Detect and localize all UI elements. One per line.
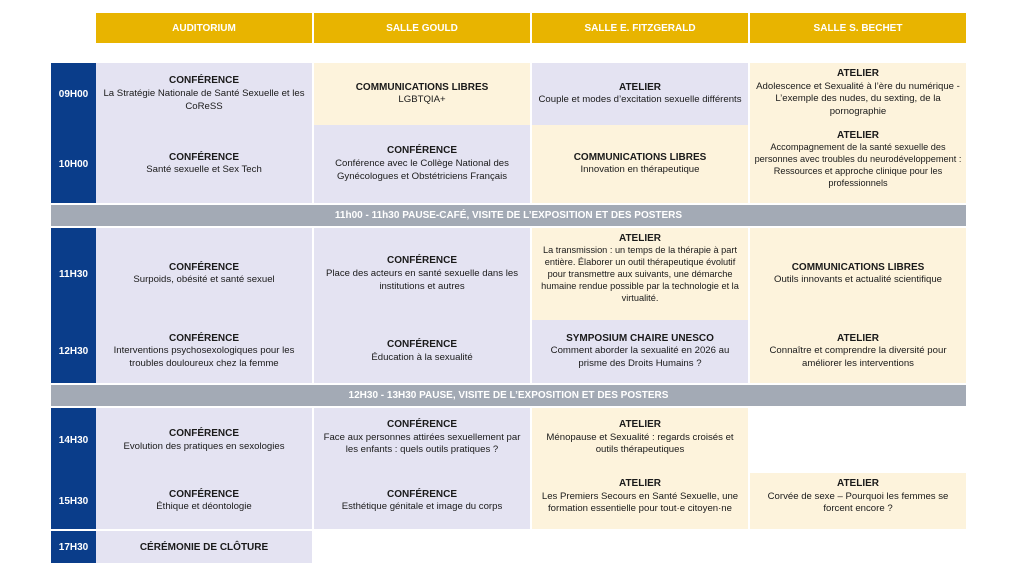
session-type: CONFÉRENCE [386, 339, 457, 351]
session-type: CONFÉRENCE [168, 151, 239, 163]
closing-ceremony: CÉRÉMONIE DE CLÔTURE [96, 531, 312, 563]
session-description: Face aux personnes attirées sexuellement par les enfants : quels outils pratiques ? [323, 431, 521, 456]
session-type: CONFÉRENCE [168, 488, 239, 500]
pause-banner-lunch: 12H30 - 13H30 PAUSE, VISITE DE L’EXPOSITION ET DES POSTERS [51, 385, 966, 406]
session-1130-salle-gould [314, 228, 530, 320]
session-description: Interventions psychosexologiques pour les troubles douloureux chez la femme [113, 345, 295, 370]
session-description: Couple et modes d’excitation sexuelle différents [538, 94, 742, 106]
session-0900-salle-fitzgerald [532, 63, 748, 125]
session-description: Les Premiers Secours en Santé Sexuelle, une formation essentielle pour tout·e citoyen·ne [541, 490, 739, 515]
time-slot-1000: 10H00 [51, 125, 96, 203]
session-description: Adolescence et Sexualité à l’ère du numérique - L’exemple des nudes, du sexting, de la pornographie [756, 80, 960, 118]
session-type: ATELIER [836, 478, 880, 489]
session-description: LGBTQIA+ [398, 94, 446, 106]
session-1230-salle-bechet [750, 320, 966, 383]
session-description: Innovation en thérapeutique [580, 164, 700, 176]
session-1000-auditorium [96, 125, 312, 203]
session-0900-salle-gould [314, 63, 530, 125]
session-description: La transmission : un temps de la thérapie à part entière. Élaborer un outil thérapeutique évolutif pour transmettre aux suivants, une démarche humaine rendue possible par la technologie et la virtualité. [541, 245, 739, 303]
session-1230-salle-fitzgerald [532, 320, 748, 383]
time-slot-1730: 17H30 [51, 531, 96, 563]
session-type: COMMUNICATIONS LIBRES [791, 261, 925, 273]
session-description: Esthétique génitale et image du corps [341, 501, 503, 513]
session-1230-auditorium [96, 320, 312, 383]
session-type: ATELIER [618, 233, 662, 244]
column-header-salle-bechet: SALLE S. BECHET [750, 13, 966, 43]
session-description: Place des acteurs en santé sexuelle dans les institutions et autres [326, 267, 518, 292]
time-slot-0900: 09H00 [51, 63, 96, 125]
session-description: Comment aborder la sexualité en 2026 au prisme des Droits Humains ? [550, 345, 730, 370]
session-description: Ménopause et Sexualité : regards croisés et outils thérapeutiques [546, 431, 734, 456]
session-type: ATELIER [836, 68, 880, 79]
session-1230-salle-gould [314, 320, 530, 383]
session-1530-auditorium [96, 473, 312, 529]
session-description: Éducation à la sexualité [371, 351, 473, 363]
session-type: ATELIER [836, 332, 880, 344]
session-type: ATELIER [618, 419, 662, 430]
column-header-salle-gould: SALLE GOULD [314, 13, 530, 43]
session-type: CONFÉRENCE [168, 261, 239, 273]
session-description: Éthique et déontologie [156, 501, 252, 513]
session-type: CONFÉRENCE [386, 145, 457, 157]
session-type: SYMPOSIUM CHAIRE UNESCO [566, 332, 714, 344]
session-description: Evolution des pratiques en sexologies [123, 440, 285, 452]
session-description: Conférence avec le Collège National des Gynécologues et Obstétriciens Français [335, 157, 509, 182]
session-description: Accompagnement de la santé sexuelle des personnes avec troubles du neurodéveloppement : Ressources et approche clinique pour les professionnels [754, 142, 962, 188]
session-1430-salle-fitzgerald [532, 408, 748, 473]
session-1000-salle-bechet [750, 125, 966, 203]
session-type: COMMUNICATIONS LIBRES [573, 151, 707, 163]
session-1000-salle-fitzgerald [532, 125, 748, 203]
session-type: ATELIER [836, 130, 880, 141]
session-1430-salle-gould [314, 408, 530, 473]
time-slot-1130: 11H30 [51, 228, 96, 320]
column-header-salle-fitzgerald: SALLE E. FITZGERALD [532, 13, 748, 43]
session-1130-auditorium [96, 228, 312, 320]
session-description: Surpoids, obésité et santé sexuel [133, 274, 275, 286]
session-0900-auditorium [96, 63, 312, 125]
column-header-auditorium: AUDITORIUM [96, 13, 312, 43]
session-type: CONFÉRENCE [168, 75, 239, 87]
time-slot-1230: 12H30 [51, 320, 96, 383]
session-1430-auditorium [96, 408, 312, 473]
session-description: Santé sexuelle et Sex Tech [146, 164, 262, 176]
session-description: Corvée de sexe – Pourquoi les femmes se forcent encore ? [767, 490, 949, 515]
session-1130-salle-bechet [750, 228, 966, 320]
session-type: ATELIER [618, 478, 662, 489]
session-description: Outils innovants et actualité scientifique [774, 274, 942, 286]
session-type: COMMUNICATIONS LIBRES [355, 81, 489, 93]
session-type: CONFÉRENCE [386, 255, 457, 267]
session-type: CONFÉRENCE [386, 419, 457, 430]
session-1530-salle-gould [314, 473, 530, 529]
session-1000-salle-gould [314, 125, 530, 203]
session-1530-salle-fitzgerald [532, 473, 748, 529]
pause-banner-coffee: 11h00 - 11h30 PAUSE-CAFÉ, VISITE DE L’EXPOSITION ET DES POSTERS [51, 205, 966, 226]
session-type: CONFÉRENCE [168, 428, 239, 440]
session-1130-salle-fitzgerald [532, 228, 748, 320]
time-slot-1430: 14H30 [51, 408, 96, 473]
session-type: ATELIER [618, 81, 662, 93]
session-1530-salle-bechet [750, 473, 966, 529]
session-description: Connaître et comprendre la diversité pour améliorer les interventions [769, 345, 947, 370]
session-type: CONFÉRENCE [386, 488, 457, 500]
session-0900-salle-bechet [750, 63, 966, 125]
session-description: La Stratégie Nationale de Santé Sexuelle et les CoReSS [103, 87, 305, 112]
session-type: CONFÉRENCE [168, 332, 239, 344]
time-slot-1530: 15H30 [51, 473, 96, 529]
